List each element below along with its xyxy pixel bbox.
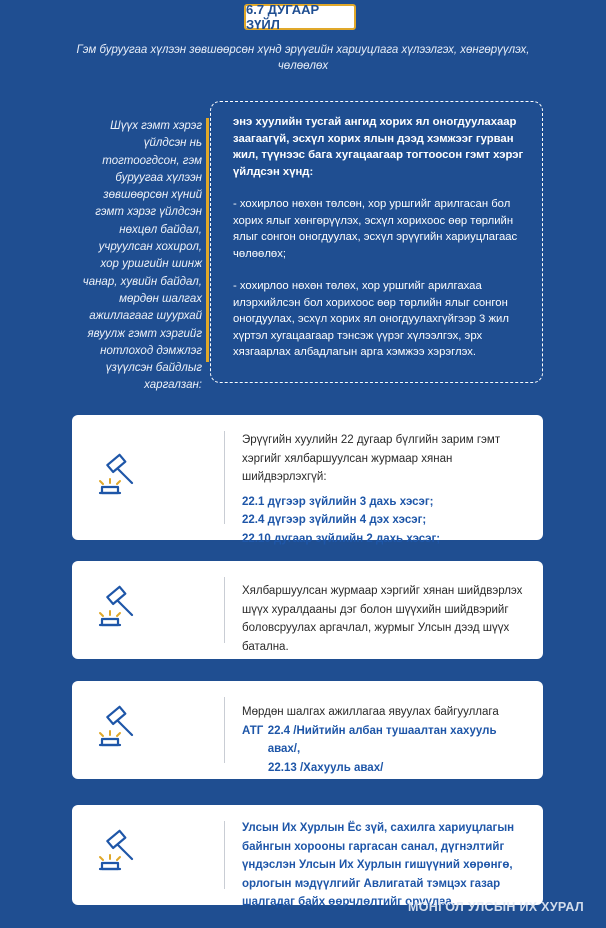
footer-logo-text: МОНГОЛ УЛСЫН ИХ ХУРАЛ xyxy=(408,900,584,914)
accent-bar xyxy=(206,118,209,362)
card-divider xyxy=(224,821,225,889)
card-divider xyxy=(224,697,225,763)
atg-row xyxy=(242,722,529,759)
card-text: Мөрдөн шалгах ажиллагаа явуулах байгууллага xyxy=(242,706,499,718)
provision-intro: энэ хуулийн тусгай ангид хорих ял оногдуулахаар заагаагүй, эсхүл хорих ялын дээд хэмжээг гурван жил, түүнээс бага хугацаагаар тогтоосон гэмт хэрэг үйлдсэн хүнд: xyxy=(233,116,524,178)
gavel-icon xyxy=(86,827,142,883)
law-link-3[interactable]: 22.10 дугаар зүйлийн 2 дахь хэсэг; xyxy=(242,532,441,545)
card-body xyxy=(242,582,529,656)
info-card-4 xyxy=(72,805,543,908)
law-link-2[interactable]: 22.4 дүгээр зүйлийн 4 дэх хэсэг; xyxy=(242,514,427,526)
condition-text: Шүүх гэмт хэрэг үйлдсэн нь тогтоогдсон, гэм буруугаа хүлээн зөвшөөрсөн хүний гэмт хэрэг үйлдсэн нөхцөл байдал, учруулсан хохирол, хор уршгийн шинж чанар, хувийн байдал, мөрдөн шалгах ажиллагааг шуурхай явуулж гэмт хэргийг нотлоход дэмжлэг үзүүлсэн байдлыг харгалзан: xyxy=(82,120,202,392)
section-title: 6.7 ДУГААР ЗҮЙЛ xyxy=(244,4,356,30)
gavel-icon xyxy=(86,451,142,507)
law-link-1[interactable]: 22.1 дүгээр зүйлийн 3 дахь хэсэг; xyxy=(242,495,434,508)
info-card-1 xyxy=(72,415,543,545)
atg-label: АТГ xyxy=(242,724,264,737)
card-body xyxy=(242,431,529,548)
provision-item-2: - хохирлоо нөхөн төлөх, хор уршгийг арилгахаа илэрхийлсэн бол хорихоос өөр төрлийн ялыг сонгон оногдуулах, эсхүл хорих ял оногдуулахгүйгээр 3 жил хүртэл хугацаагаар тэнсэж үүрэг хүлээлгэх, эрх хязгаарлах албадлагын арга хэмжээ хэрэглэх. xyxy=(233,280,509,358)
card-text: Хялбаршуулсан журмаар хэргийг хянан шийдвэрлэх шүүх хуралдааны дэг болон шүүхийн шийдвэрийг боловсруулах аргачлал, журмыг Улсын дээд шүүх батална. xyxy=(242,585,523,653)
provision-item-1: - хохирлоо нөхөн төлсөн, хор уршгийг арилгасан бол хорих ялыг хөнгөрүүлэх, эсхүл хорихоос өөр төрлийн ялыг сонгон оногдуулах, эсхүл эрүүгийн хариуцлагаас чөлөөлөх; xyxy=(233,198,518,260)
card-text: Улсын Их Хурлын Ёс зүй, сахилга хариуцлагын байнгын хорооны гаргасан санал, дүгнэлтийг үндэслэн Улсын Их Хурлын гишүүний хөрөнгө, орлогын мэдүүлгийг Авлигатай тэмцэх газар шалгадаг байх өөрчлөлтийг оруулаа. xyxy=(242,822,515,908)
card-divider xyxy=(224,431,225,524)
info-card-3 xyxy=(72,681,543,779)
card-divider xyxy=(224,577,225,643)
gavel-icon xyxy=(86,583,142,639)
card-body xyxy=(242,819,529,912)
card-body xyxy=(242,703,529,777)
section-subtitle: Гэм буруугаа хүлээн зөвшөөрсөн хүнд эрүүгийн хариуцлага хүлээлгэх, хөнгөрүүлэх, чөлөөлөх xyxy=(76,44,530,72)
info-card-2 xyxy=(72,561,543,659)
atg-row xyxy=(242,759,529,778)
atg-item-2[interactable]: 22.13 /Хахууль авах/ xyxy=(268,761,384,774)
atg-item-1[interactable]: 22.4 /Нийтийн албан тушаалтан хахууль авах/, xyxy=(267,724,497,755)
card-text: Эрүүгийн хуулийн 22 дугаар бүлгийн зарим гэмт хэргийг хялбаршуулсан журмаар хянан шийдвэрлэхгүй: xyxy=(242,434,501,483)
provision-box xyxy=(210,101,543,383)
atg-label-spacer xyxy=(242,759,268,778)
gavel-icon xyxy=(86,703,142,759)
